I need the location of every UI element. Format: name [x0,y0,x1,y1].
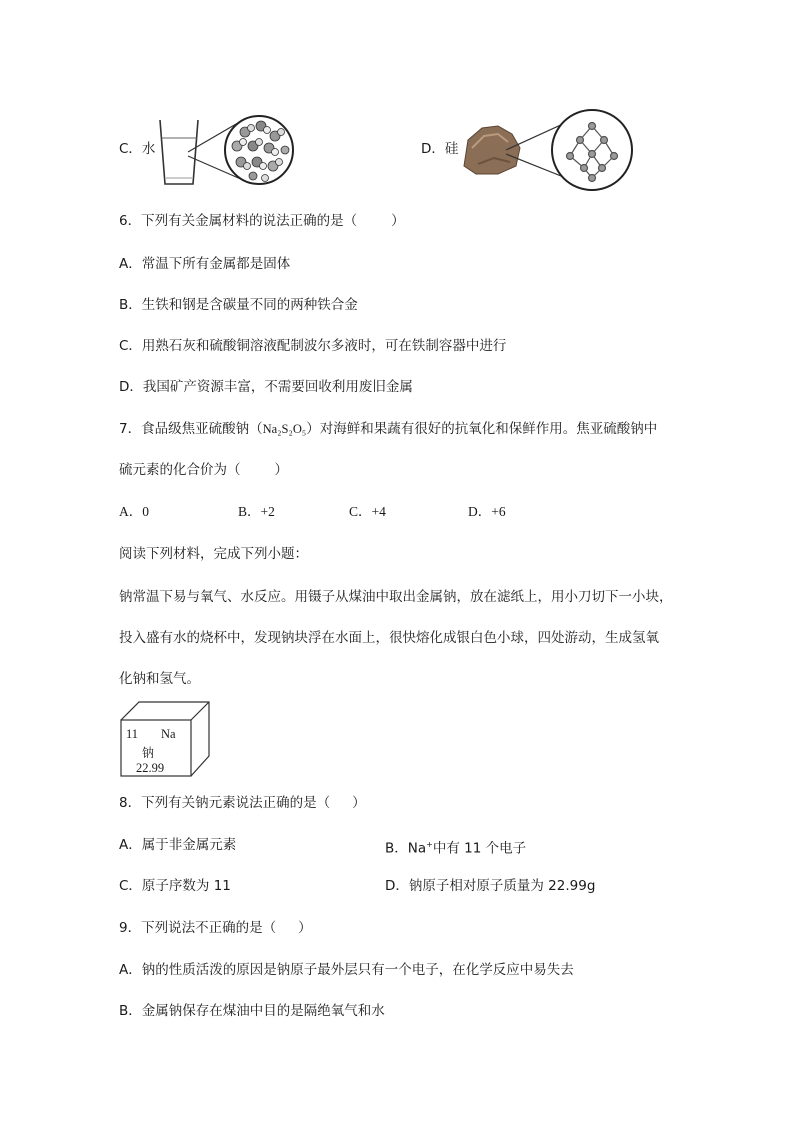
q8-option-a: A．属于非金属元素 [119,837,237,853]
q7-option-d: D．+6 [468,504,506,519]
q8-option-b: B．Na+中有 11 个电子 [385,840,527,857]
water-glass-figure [155,106,300,190]
q7-stem-line1: 7．食品级焦亚硫酸钠（Na₂S₂O₅）对海鲜和果蔬有很好的抗氧化和保鲜作用。焦亚硫酸钠中 [119,421,658,437]
q9-option-a: A．钠的性质活泼的原因是钠原子最外层只有一个电子，在化学反应中易失去 [119,962,574,978]
option-d-label: D．硅 [421,141,459,157]
reading-para-line1: 钠常温下易与氧气、水反应。用镊子从煤油中取出金属钠，放在滤纸上，用小刀切下一小块， [119,589,673,605]
reading-para-line3: 化钠和氢气。 [119,671,200,687]
q8-stem: 8．下列有关钠元素说法正确的是（ ） [119,795,366,811]
element-atomic-number: 11 [126,727,139,741]
q6-option-d: D．我国矿产资源丰富，不需要回收利用废旧金属 [119,379,413,395]
q7-stem-line2: 硫元素的化合价为（ ） [119,462,288,478]
q7-formula: Na₂S₂O₅ [262,422,307,436]
reading-intro: 阅读下列材料，完成下列小题： [119,546,308,562]
q7-option-c: C．+4 [349,504,386,519]
q6-stem: 6．下列有关金属材料的说法正确的是（ ） [119,213,405,229]
q6-option-c: C．用熟石灰和硫酸铜溶液配制波尔多液时，可在铁制容器中进行 [119,338,507,354]
q6-option-b: B．生铁和钢是含碳量不同的两种铁合金 [119,297,358,313]
q7-option-a: A．0 [119,504,149,519]
q9-option-b: B．金属钠保存在煤油中目的是隔绝氧气和水 [119,1003,385,1019]
silicon-rock-figure [458,104,638,192]
element-name: 钠 [142,746,155,760]
q8-option-c: C．原子序数为 11 [119,878,231,894]
option-c-label: C．水 [119,141,156,157]
q7-option-b: B．+2 [238,504,275,519]
q8-option-d: D．钠原子相对原子质量为 22.99g [385,878,596,894]
element-symbol: Na [161,727,176,741]
q9-stem: 9．下列说法不正确的是（ ） [119,920,312,936]
q6-option-a: A．常温下所有金属都是固体 [119,256,291,272]
reading-para-line2: 投入盛有水的烧杯中，发现钠块浮在水面上，很快熔化成银白色小球，四处游动，生成氢氧 [119,630,659,646]
element-mass: 22.99 [136,761,165,775]
